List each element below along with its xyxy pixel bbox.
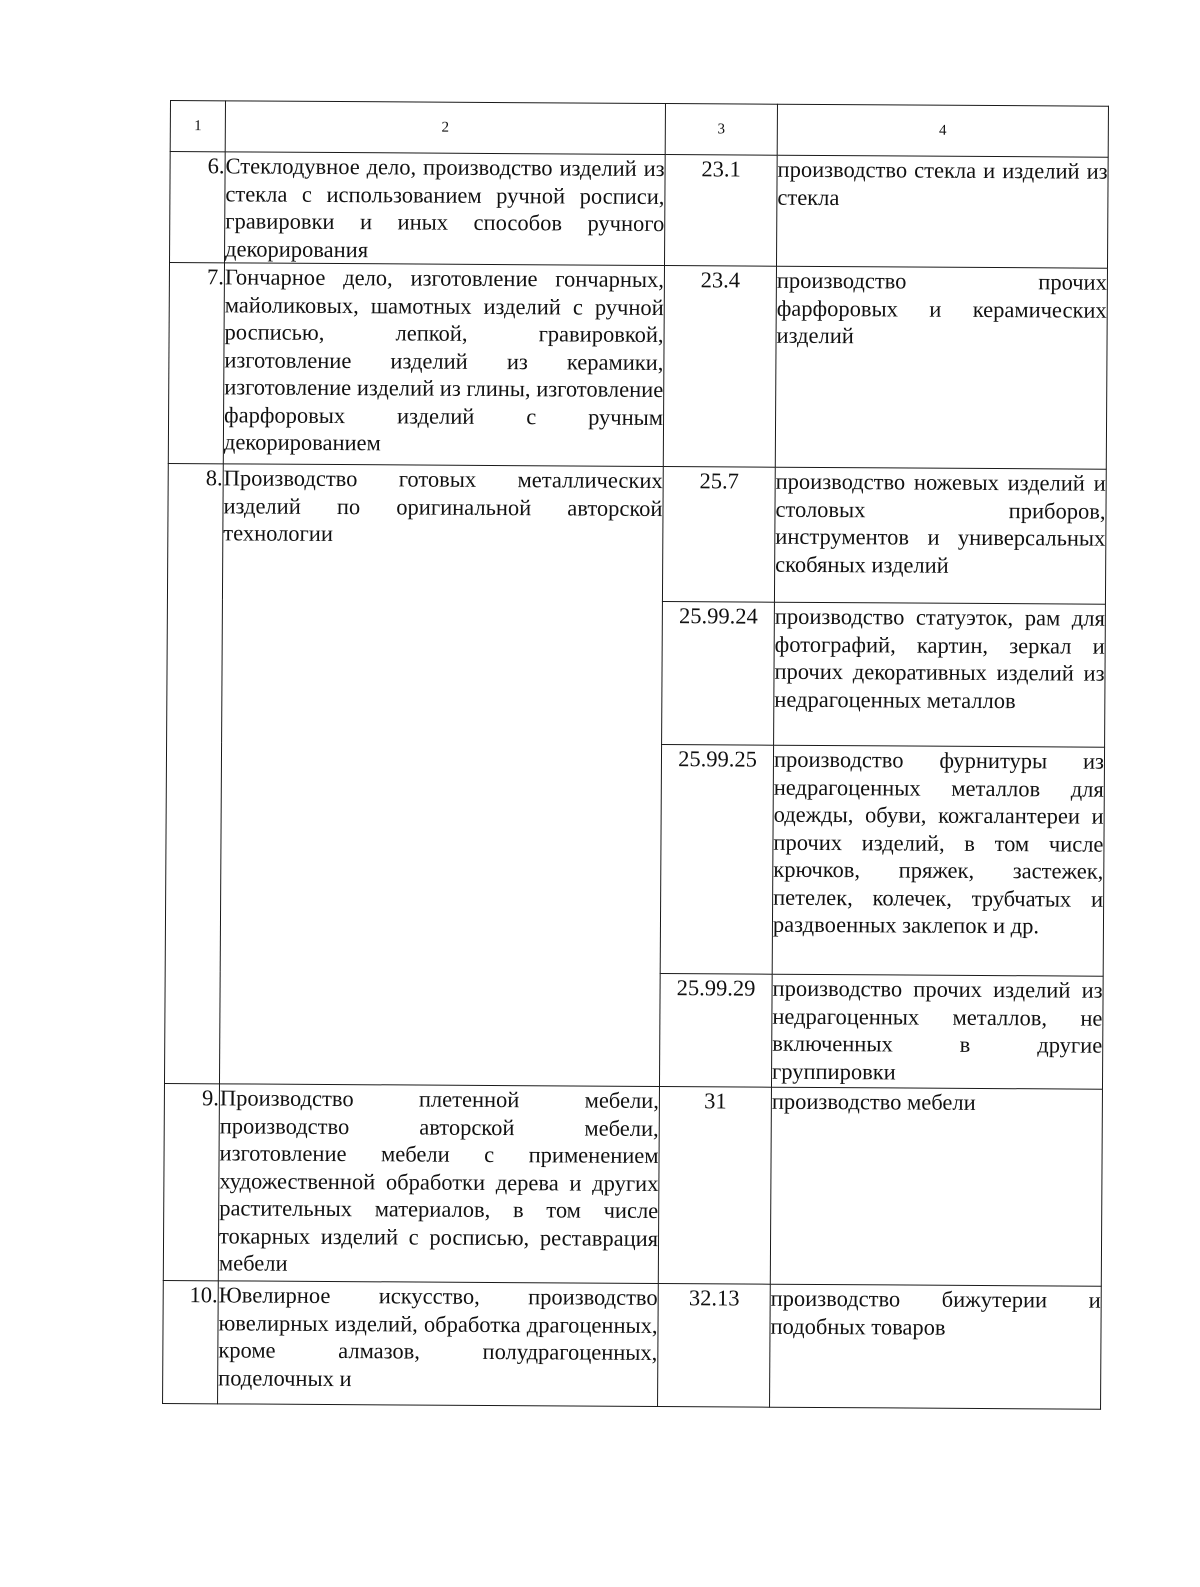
activity-description: Ювелирное искусство, производство ювелирных изделий, обработка драгоценных, кроме алмазов, полудрагоценных, поделочных и <box>218 1281 659 1407</box>
row-number: 6. <box>170 152 226 263</box>
row-number: 8. <box>164 463 223 1083</box>
activity-table <box>162 100 1109 1410</box>
okved-code: 25.7 <box>662 467 775 603</box>
okved-code: 25.99.29 <box>659 974 772 1088</box>
okved-code: 23.1 <box>664 155 777 267</box>
okved-description: производство статуэток, рам для фотографий, картин, зеркал и прочих декоративных изделий из недрагоценных металлов <box>774 602 1106 747</box>
activity-description: Гончарное дело, изготовление гончарных, майоликовых, шамотных изделий с ручной росписью, лепкой, гравировкой, изготовление изделий из керамики, изготовление изделий из глины, изготовление фарфоровых изделий с ручным декорированием <box>223 263 664 467</box>
table-row-10 <box>163 1280 1102 1409</box>
header-col-1: 1 <box>170 101 225 152</box>
table-row-7 <box>168 263 1107 470</box>
header-col-4: 4 <box>777 104 1108 157</box>
okved-description: производство стекла и изделий из стекла <box>776 155 1108 268</box>
okved-description: производство прочих изделий из недрагоценных металлов, не включенных в другие группировки <box>771 974 1103 1089</box>
row-number: 9. <box>163 1083 219 1280</box>
row-number: 10. <box>163 1280 219 1403</box>
okved-code: 32.13 <box>658 1284 771 1408</box>
activity-description: Производство плетенной мебели, производство авторской мебели, изготовление мебели с применением художественной обработки дерева и других растительных материалов, в том числе токарных изделий с росписью, реставрация мебели <box>218 1084 659 1284</box>
activity-description: Стеклодувное дело, производство изделий из стекла с использованием ручной росписи, гравировки и иных способов ручного декорирования <box>225 152 666 266</box>
table-row-9 <box>163 1083 1102 1286</box>
okved-code: 31 <box>658 1087 771 1285</box>
header-col-2: 2 <box>225 101 665 155</box>
table-header-row <box>170 101 1108 158</box>
table-row-6 <box>170 152 1109 269</box>
okved-description: производство мебели <box>770 1087 1102 1286</box>
row-number: 7. <box>168 263 224 464</box>
okved-description: производство прочих фарфоровых и керамических изделий <box>775 266 1107 469</box>
okved-code: 23.4 <box>663 266 776 468</box>
okved-description: производство ножевых изделий и столовых приборов, инструментов и универсальных скобяных изделий <box>774 467 1106 604</box>
activity-description: Производство готовых металлических изделий по оригинальной авторской технологии <box>219 464 663 1087</box>
okved-description: производство бижутерии и подобных товаров <box>770 1284 1102 1409</box>
okved-code: 25.99.25 <box>660 745 773 975</box>
table-row-8 <box>167 463 1106 604</box>
header-col-3: 3 <box>665 104 777 156</box>
okved-description: производство фурнитуры из недрагоценных металлов для одежды, обуви, кожгалантереи и прочих изделий, в том числе крючков, пряжек, застежек, петелек, колечек, трубчатых и раздвоенных заклепок и др. <box>772 745 1104 976</box>
okved-code: 25.99.24 <box>662 602 775 746</box>
